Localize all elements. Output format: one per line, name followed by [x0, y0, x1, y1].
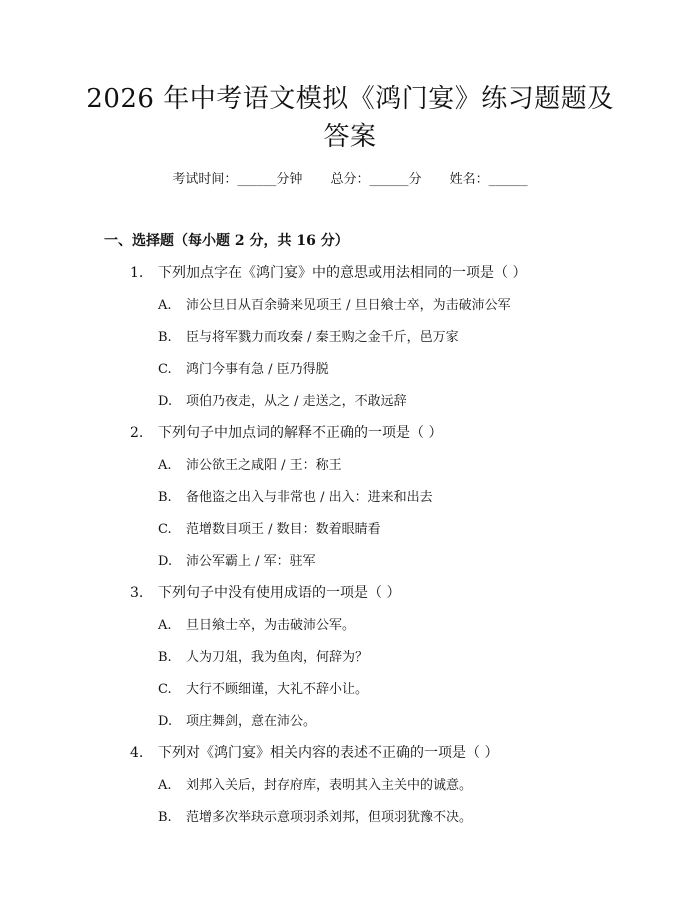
option-3d	[158, 710, 316, 729]
option-3c	[158, 678, 368, 697]
option-text: 臣与将军戮力而攻秦 / 秦王购之金千斤，邑万家	[186, 330, 459, 345]
option-text: 沛公军霸上 / 军：驻军	[186, 554, 316, 569]
option-text: 项庄舞剑，意在沛公。	[186, 714, 317, 729]
option-label: C.	[158, 362, 172, 377]
question-text: 下列句子中没有使用成语的一项是（ ）	[158, 585, 401, 601]
option-label: B.	[158, 330, 172, 345]
option-text: 沛公旦日从百余骑来见项王 / 旦日飨士卒，为击破沛公军	[186, 298, 511, 313]
option-label: C.	[158, 682, 172, 697]
option-text: 范增多次举玦示意项羽杀刘邦，但项羽犹豫不决。	[186, 810, 473, 825]
option-3a	[158, 614, 355, 633]
question-3	[130, 582, 400, 602]
option-1c	[158, 358, 329, 377]
option-text: 刘邦入关后，封存府库，表明其入主关中的诚意。	[186, 778, 473, 793]
option-4a	[158, 774, 472, 793]
option-label: B.	[158, 650, 172, 665]
total-score: 总分：______分	[330, 172, 422, 187]
option-label: B.	[158, 490, 172, 505]
question-number: 2.	[130, 425, 144, 441]
option-label: C.	[158, 522, 172, 537]
option-1a	[158, 294, 511, 313]
option-label: D.	[158, 554, 173, 569]
section-heading: 一、选择题（每小题 2 分，共 16 分）	[104, 233, 349, 249]
option-text: 项伯乃夜走，从之 / 走送之，不敢远辞	[186, 394, 407, 409]
option-2a	[158, 454, 342, 473]
question-number: 1.	[130, 265, 144, 281]
question-text: 下列加点字在《鸿门宴》中的意思或用法相同的一项是（ ）	[158, 265, 527, 281]
exam-meta	[0, 168, 700, 187]
option-1b	[158, 326, 459, 345]
title-line-2: 答案	[323, 122, 377, 152]
option-label: A.	[158, 298, 172, 313]
option-label: B.	[158, 810, 172, 825]
option-label: A.	[158, 778, 172, 793]
option-text: 范增数目项王 / 数目：数着眼睛看	[186, 522, 381, 537]
option-text: 旦日飨士卒，为击破沛公军。	[186, 618, 356, 633]
document-title	[60, 80, 640, 156]
option-2d	[158, 550, 316, 569]
student-name: 姓名：______	[449, 172, 528, 187]
option-text: 鸿门今事有急 / 臣乃得脱	[186, 362, 329, 377]
option-label: D.	[158, 714, 173, 729]
option-label: A.	[158, 458, 172, 473]
option-label: D.	[158, 394, 173, 409]
option-text: 人为刀俎，我为鱼肉，何辞为？	[186, 650, 369, 665]
question-1	[130, 262, 526, 282]
option-2b	[158, 486, 433, 505]
option-4b	[158, 806, 472, 825]
option-1d	[158, 390, 407, 409]
question-2	[130, 422, 442, 442]
question-number: 3.	[130, 585, 144, 601]
option-3b	[158, 646, 368, 665]
title-line-1: 2026 年中考语文模拟《鸿门宴》练习题题及	[86, 84, 614, 114]
exam-time: 考试时间：______分钟	[172, 172, 303, 187]
question-text: 下列对《鸿门宴》相关内容的表述不正确的一项是（ ）	[158, 745, 499, 761]
question-text: 下列句子中加点词的解释不正确的一项是（ ）	[158, 425, 443, 441]
option-text: 备他盗之出入与非常也 / 出入：进来和出去	[186, 490, 433, 505]
question-number: 4.	[130, 745, 144, 761]
question-4	[130, 742, 498, 762]
option-text: 沛公欲王之咸阳 / 王：称王	[186, 458, 342, 473]
option-text: 大行不顾细谨，大礼不辞小让。	[186, 682, 369, 697]
option-2c	[158, 518, 381, 537]
option-label: A.	[158, 618, 172, 633]
